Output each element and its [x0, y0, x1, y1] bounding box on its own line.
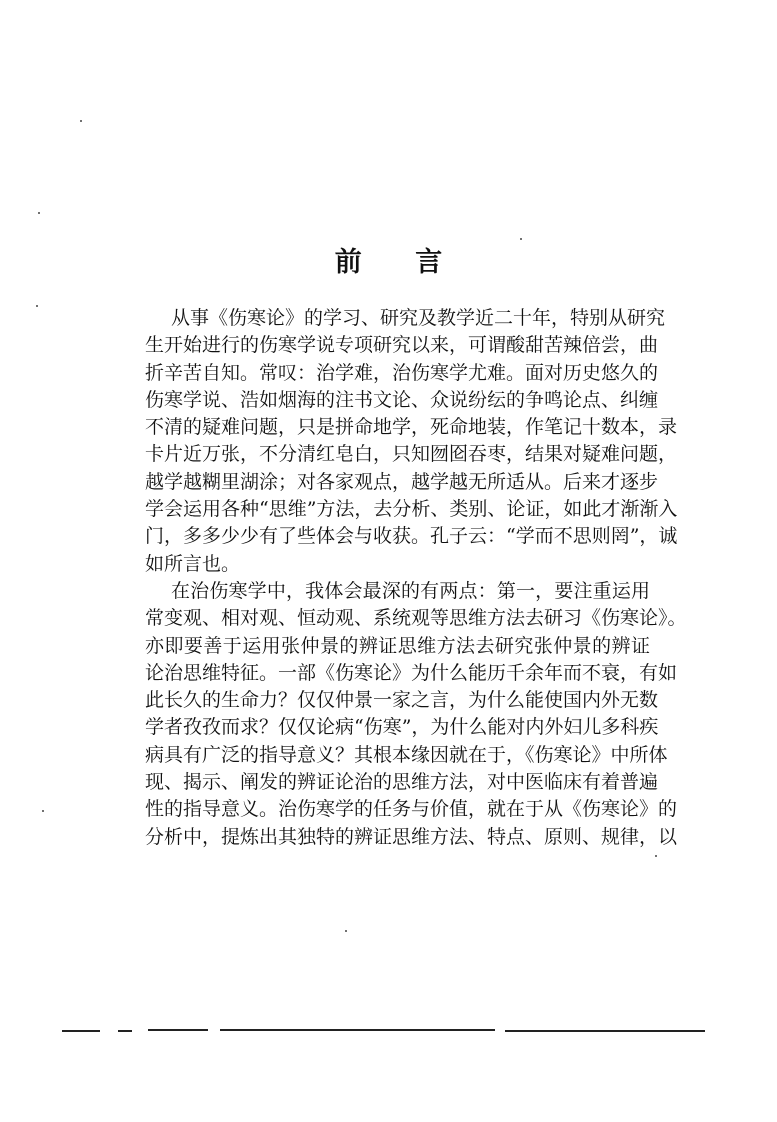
- text-line: 分析中，提炼出其独特的辨证思维方法、特点、原则、规律，以: [145, 825, 678, 848]
- text-line: 如所言也。: [145, 552, 241, 575]
- text-line: 从事《伤寒论》的学习、研究及教学近二十年，特别从研究: [171, 307, 666, 329]
- text-line: 现、揭示、阐发的辨证论治的思维方法，对中医临床有着普遍: [145, 771, 659, 794]
- scan-line: [148, 1029, 208, 1031]
- text-line: 不清的疑难问题，只是拼命地学，死命地装，作笔记十数本，录: [145, 416, 678, 439]
- scan-line: [505, 1030, 705, 1032]
- scan-line: [118, 1030, 132, 1032]
- text-line: 学者孜孜而求？仅仅论病“伤寒”，为什么能对内外妇儿多科疾: [145, 716, 659, 739]
- text-line: 此长久的生命力？仅仅仲景一家之言，为什么能使国内外无数: [145, 689, 659, 712]
- text-line: 病具有广泛的指导意义？其根本缘因就在于，《伤寒论》中所体: [145, 743, 668, 766]
- page-title: 前 言: [334, 247, 465, 278]
- text-line: 卡片近万张，不分清红皂白，只知囫囵吞枣，结果对疑难问题，: [145, 443, 678, 466]
- text-line: 伤寒学说、浩如烟海的注书文论、众说纷纭的争鸣论点、纠缠: [145, 388, 659, 411]
- scan-line: [220, 1029, 495, 1031]
- text-line: 生开始进行的伤寒学说专项研究以来，可谓酸甜苦辣倍尝，曲: [145, 334, 659, 357]
- scan-speck: [520, 238, 522, 240]
- text-line: 在治伤寒学中，我体会最深的有两点：第一，要注重运用: [171, 579, 650, 602]
- text-line: 性的指导意义。治伤寒学的任务与价值，就在于从《伤寒论》的: [145, 798, 678, 821]
- text-line: 折辛苦自知。常叹：治学难，治伤寒学尤难。面对历史悠久的: [145, 361, 659, 384]
- scan-speck: [80, 120, 82, 122]
- preface-body: [145, 305, 687, 851]
- scan-speck: [36, 305, 38, 307]
- text-line: 论治思维特征。一部《伤寒论》为什么能历千余年而不衰，有如: [145, 661, 678, 684]
- text-line: 亦即要善于运用张仲景的辨证思维方法去研究张仲景的辨证: [145, 634, 650, 657]
- scan-line: [62, 1030, 100, 1032]
- text-line: 越学越糊里湖涂；对各家观点，越学越无所适从。后来才逐步: [145, 470, 659, 493]
- text-line: 常变观、相对观、恒动观、系统观等思维方法去研习《伤寒论》。: [145, 607, 687, 630]
- scan-speck: [42, 810, 44, 812]
- text-line: 门，多多少少有了些体会与收获。孔子云：“学而不思则罔”，诚: [145, 525, 678, 548]
- scan-speck: [38, 212, 40, 214]
- scan-speck: [345, 930, 347, 932]
- text-line: 学会运用各种“思维”方法，去分析、类别、论证，如此才渐渐入: [145, 498, 678, 521]
- scan-speck: [655, 855, 657, 857]
